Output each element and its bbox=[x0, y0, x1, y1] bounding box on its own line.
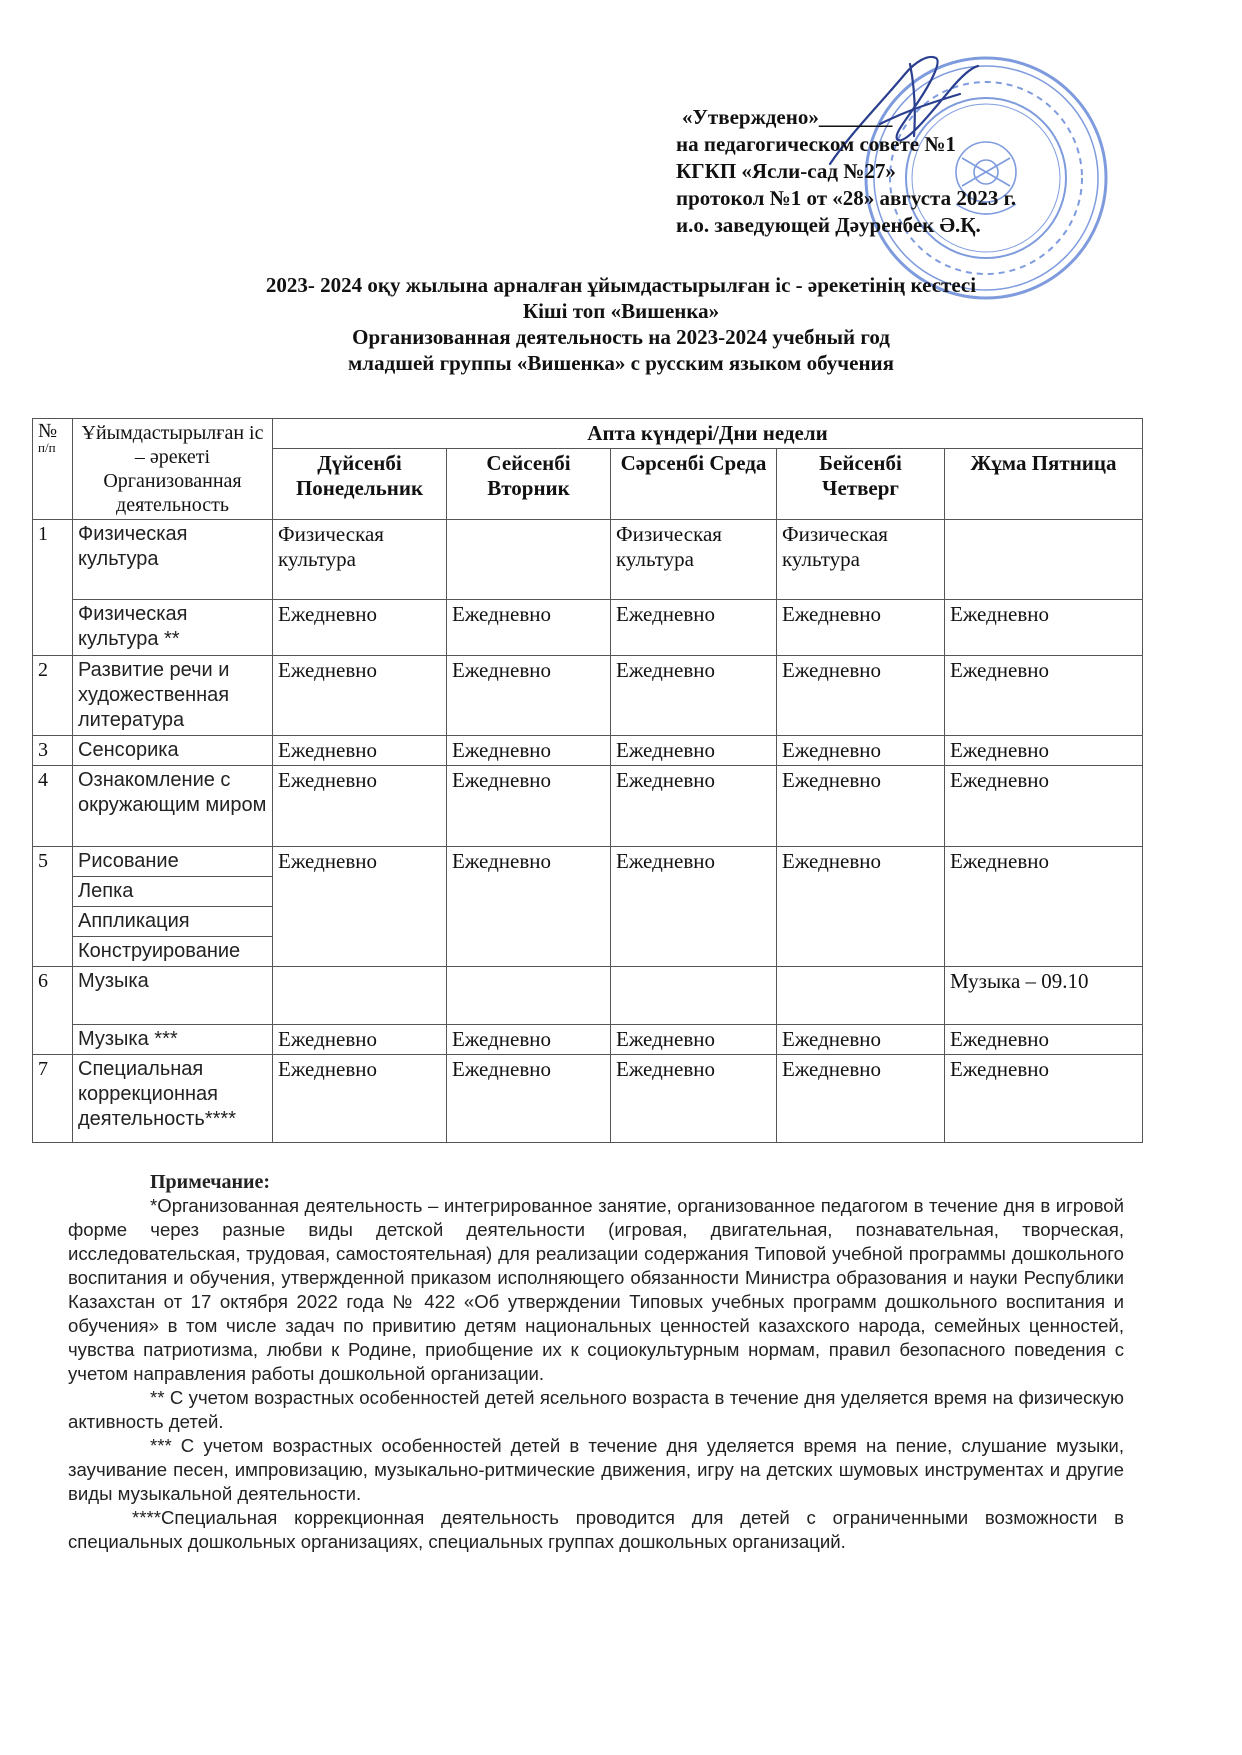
cell-thu: Ежедневно bbox=[777, 847, 945, 967]
header-day-thu: Бейсенбі Четверг bbox=[777, 449, 945, 520]
cell-mon: Ежедневно bbox=[273, 1055, 447, 1143]
cell-mon: Ежедневно bbox=[273, 736, 447, 766]
row-subject: Специальная коррекционная деятельность**** bbox=[73, 1055, 273, 1143]
cell-fri: Ежедневно bbox=[945, 847, 1143, 967]
group-ru: младшей группы «Вишенка» с русским языком обучения bbox=[348, 351, 894, 375]
table-row bbox=[33, 1025, 1143, 1055]
cell-mon: Ежедневно bbox=[273, 600, 447, 656]
row-subject: Конструирование bbox=[73, 937, 273, 967]
cell-wed: Физическая культура bbox=[611, 520, 777, 600]
cell-fri: Ежедневно bbox=[945, 766, 1143, 847]
header-day-fri: Жұма Пятница bbox=[945, 449, 1143, 520]
cell-thu: Ежедневно bbox=[777, 1055, 945, 1143]
group-kz: Кіші топ «Вишенка» bbox=[522, 299, 720, 323]
cell-tue: Ежедневно bbox=[447, 600, 611, 656]
header-day-wed: Сәрсенбі Среда bbox=[611, 449, 777, 520]
cell-mon: Ежедневно bbox=[273, 847, 447, 967]
cell-thu bbox=[777, 967, 945, 1025]
row-subject: Ознакомление с окружающим миром bbox=[73, 766, 273, 847]
cell-wed: Ежедневно bbox=[611, 1025, 777, 1055]
cell-fri: Ежедневно bbox=[945, 1025, 1143, 1055]
cell-wed: Ежедневно bbox=[611, 656, 777, 736]
cell-tue: Ежедневно bbox=[447, 847, 611, 967]
cell-mon bbox=[273, 967, 447, 1025]
row-num: 1 bbox=[33, 520, 73, 656]
cell-fri: Ежедневно bbox=[945, 1055, 1143, 1143]
cell-wed: Ежедневно bbox=[611, 736, 777, 766]
cell-tue: Ежедневно bbox=[447, 1055, 611, 1143]
cell-wed: Ежедневно bbox=[611, 766, 777, 847]
header-num-sub: п/п bbox=[38, 440, 56, 455]
row-subject: Сенсорика bbox=[73, 736, 273, 766]
approval-line-3: КГКП «Ясли-сад №27» bbox=[676, 159, 896, 183]
header-activity: Ұйымдастырылған іс – әрекеті Организованная деятельность bbox=[73, 419, 273, 520]
title-ru: Организованная деятельность на 2023-2024 учебный год bbox=[352, 325, 890, 349]
header-num-cell bbox=[33, 419, 73, 520]
table-row bbox=[33, 1055, 1143, 1143]
row-subject: Рисование bbox=[73, 847, 273, 877]
cell-fri: Ежедневно bbox=[945, 656, 1143, 736]
cell-thu: Ежедневно bbox=[777, 736, 945, 766]
table-row bbox=[33, 736, 1143, 766]
table-header-row bbox=[33, 419, 1143, 449]
row-num: 7 bbox=[33, 1055, 73, 1143]
cell-mon: Ежедневно bbox=[273, 766, 447, 847]
note-2: ** С учетом возрастных особенностей детей ясельного возраста в течение дня уделяется время на физическую активность детей. bbox=[68, 1387, 1124, 1432]
header-day-mon: Дүйсенбі Понедельник bbox=[273, 449, 447, 520]
notes-heading: Примечание: bbox=[150, 1171, 271, 1193]
cell-mon: Физическая культура bbox=[273, 520, 447, 600]
row-subject: Музыка *** bbox=[73, 1025, 273, 1055]
cell-tue bbox=[447, 520, 611, 600]
table-row bbox=[33, 600, 1143, 656]
table-row bbox=[33, 847, 1143, 877]
title-kz: 2023- 2024 оқу жылына арналған ұйымдастырылған іс - әрекетінің кестесі bbox=[265, 273, 977, 297]
row-subject: Аппликация bbox=[73, 907, 273, 937]
row-subject: Физическая культура ** bbox=[73, 600, 273, 656]
cell-mon: Ежедневно bbox=[273, 1025, 447, 1055]
cell-fri: Музыка – 09.10 bbox=[945, 967, 1143, 1025]
cell-thu: Ежедневно bbox=[777, 1025, 945, 1055]
cell-wed: Ежедневно bbox=[611, 847, 777, 967]
cell-wed bbox=[611, 967, 777, 1025]
approval-line-4: протокол №1 от «28» августа 2023 г. bbox=[676, 186, 1017, 210]
cell-thu: Физическая культура bbox=[777, 520, 945, 600]
notes-section bbox=[68, 1170, 1124, 1554]
table-row bbox=[33, 766, 1143, 847]
cell-thu: Ежедневно bbox=[777, 766, 945, 847]
cell-thu: Ежедневно bbox=[777, 600, 945, 656]
row-num: 6 bbox=[33, 967, 73, 1055]
header-num: № bbox=[38, 420, 58, 442]
table-row bbox=[33, 967, 1143, 1025]
cell-tue: Ежедневно bbox=[447, 1025, 611, 1055]
approval-line-5: и.о. заведующей Дәуренбек Ә.Қ. bbox=[676, 213, 981, 237]
row-subject: Лепка bbox=[73, 877, 273, 907]
cell-tue bbox=[447, 967, 611, 1025]
row-subject: Развитие речи и художественная литература bbox=[73, 656, 273, 736]
schedule-table bbox=[32, 418, 1143, 1143]
note-1: *Организованная деятельность – интегрированное занятие, организованное педагогом в течение дня в игровой форме через разные виды детской деятельности (игровая, двигательная, познавательная, творческая, исследовательская, трудовая, самостоятельная) для реализации содержания Типовой учебной программы дошкольного воспитания и обучения, утвержденной приказом исполняющего обязанности Министра образования и науки Республики Казахстан от 17 октября 2022 года № 422 «Об утверждении Типовых учебных программ дошкольного воспитания и обучения» в том числе задач по привитию детям национальных ценностей казахского народа, семейных ценностей, чувства патриотизма, любви к Родине, приобщение их к социокультурным нормам, правил безопасного поведения с учетом направления работы дошкольной организации. bbox=[68, 1195, 1124, 1384]
cell-fri: Ежедневно bbox=[945, 736, 1143, 766]
note-4: ****Специальная коррекционная деятельность проводится для детей с ограниченными возможности в специальных дошкольных организациях, специальных группах дошкольных организаций. bbox=[68, 1507, 1124, 1552]
approval-line-1: «Утверждено»_______ bbox=[682, 105, 893, 129]
row-num: 5 bbox=[33, 847, 73, 967]
cell-mon: Ежедневно bbox=[273, 656, 447, 736]
cell-thu: Ежедневно bbox=[777, 656, 945, 736]
cell-tue: Ежедневно bbox=[447, 656, 611, 736]
row-num: 4 bbox=[33, 766, 73, 847]
document-title-block bbox=[0, 272, 1242, 376]
cell-tue: Ежедневно bbox=[447, 766, 611, 847]
row-subject: Физическая культура bbox=[73, 520, 273, 600]
table-row bbox=[33, 520, 1143, 600]
row-num: 3 bbox=[33, 736, 73, 766]
header-week-days: Апта күндері/Дни недели bbox=[273, 419, 1143, 449]
cell-tue: Ежедневно bbox=[447, 736, 611, 766]
note-3: *** С учетом возрастных особенностей детей в течение дня уделяется время на пение, слушание музыки, заучивание песен, импровизацию, музыкально-ритмические движения, игру на детских шумовых инструментах и другие виды музыкальной деятельности. bbox=[68, 1435, 1124, 1504]
approval-block bbox=[676, 104, 1016, 239]
cell-wed: Ежедневно bbox=[611, 1055, 777, 1143]
table-row bbox=[33, 656, 1143, 736]
header-day-tue: Сейсенбі Вторник bbox=[447, 449, 611, 520]
row-num: 2 bbox=[33, 656, 73, 736]
cell-fri: Ежедневно bbox=[945, 600, 1143, 656]
row-subject: Музыка bbox=[73, 967, 273, 1025]
approval-line-2: на педагогическом совете №1 bbox=[676, 132, 956, 156]
cell-wed: Ежедневно bbox=[611, 600, 777, 656]
cell-fri bbox=[945, 520, 1143, 600]
